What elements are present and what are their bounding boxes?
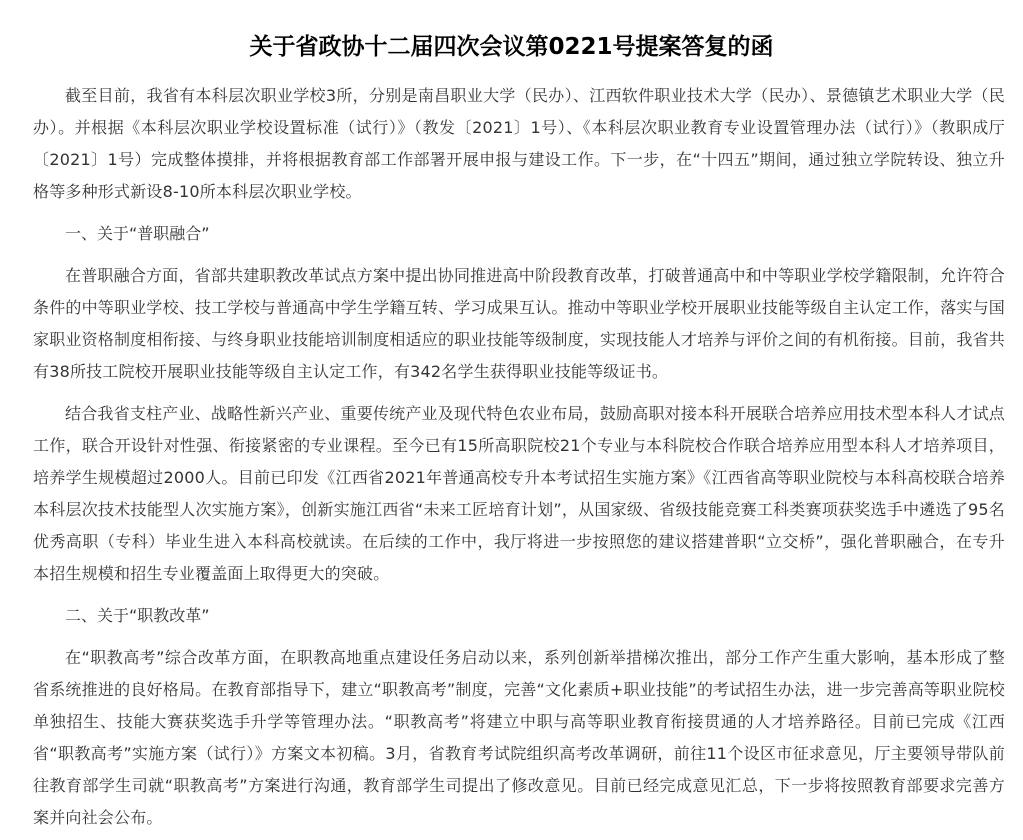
paragraph-spacer (33, 388, 1005, 398)
paragraph-intro: 截至目前，我省有本科层次职业学校3所，分别是南昌职业大学（民办）、江西软件职业技术大学（民办）、景德镇艺术职业大学（民办）。并根据《本科层次职业学校设置标准（试行）》（教发〔2021〕1号）、《本科层次职业教育专业设置管理办法（试行）》（教职成厅〔2021〕1号）完成整体摸排，并将根据教育部工作部署开展申报与建设工作。下一步，在“十四五”期间，通过独立学院转设、独立升格等多种形式新设8-10所本科层次职业学校。 (33, 86, 1005, 201)
paragraph-vocational-integration: 在普职融合方面，省部共建职教改革试点方案中提出协同推进高中阶段教育改革，打破普通高中和中等职业学校学籍限制，允许符合条件的中等职业学校、技工学校与普通高中学生学籍互转、学习成果互认。推动中等职业学校开展职业技能等级自主认定工作，落实与国家职业资格制度相衔接、与终身职业技能培训制度相适应的职业技能等级制度，实现技能人才培养与评价之间的有机衔接。目前，我省共有38所技工院校开展职业技能等级自主认定工作，有342名学生获得职业技能等级证书。 (33, 266, 1006, 381)
paragraph-spacer (33, 208, 1005, 218)
section-heading-2: 二、关于“职教改革” (65, 606, 210, 625)
paragraph-vocational-exam-reform: 在“职教高考”综合改革方面，在职教高地重点建设任务启动以来，系列创新举措梯次推出，部分工作产生重大影响，基本形成了整省系统推进的良好格局。在教育部指导下，建立“职教高考”制度，完善“文化素质+职业技能”的考试招生办法，进一步完善高等职业院校单独招生、技能大赛获奖选手升学等管理办法。“职教高考”将建立中职与高等职业教育衔接贯通的人才培养路径。目前已完成《江西省“职教高考”实施方案（试行）》方案文本初稿。3月，省教育考试院组织高考改革调研，前往11个设区市征求意见，厅主要领导带队前往教育部学生司就“职教高考”方案进行沟通，教育部学生司提出了修改意见。目前已经完成意见汇总，下一步将按照教育部要求完善方案并向社会公布。 (33, 648, 1005, 827)
paragraph-spacer (33, 250, 1005, 260)
section-heading-1: 一、关于“普职融合” (65, 224, 210, 243)
paragraph-joint-training: 结合我省支柱产业、战略性新兴产业、重要传统产业及现代特色农业布局，鼓励高职对接本科开展联合培养应用技术型本科人才试点工作，联合开设针对性强、衔接紧密的专业课程。至今已有15所高职院校21个专业与本科院校合作联合培养应用型本科人才培养项目，培养学生规模超过2000人。目前已印发《江西省2021年普通高校专升本考试招生实施方案》《江西省高等职业院校与本科高校联合培养本科层次技术技能型人次实施方案》，创新实施江西省“未来工匠培育计划”，从国家级、省级技能竞赛工科类赛项获奖选手中遴选了95名优秀高职（专科）毕业生进入本科高校就读。在后续的工作中，我厅将进一步按照您的建议搭建普职“立交桥”，强化普职融合，在专升本招生规模和招生专业覆盖面上取得更大的突破。 (33, 404, 1005, 583)
paragraph-spacer (33, 590, 1005, 600)
document-title: 关于省政协十二届四次会议第0221号提案答复的函 (249, 34, 774, 60)
paragraph-spacer (33, 632, 1005, 642)
